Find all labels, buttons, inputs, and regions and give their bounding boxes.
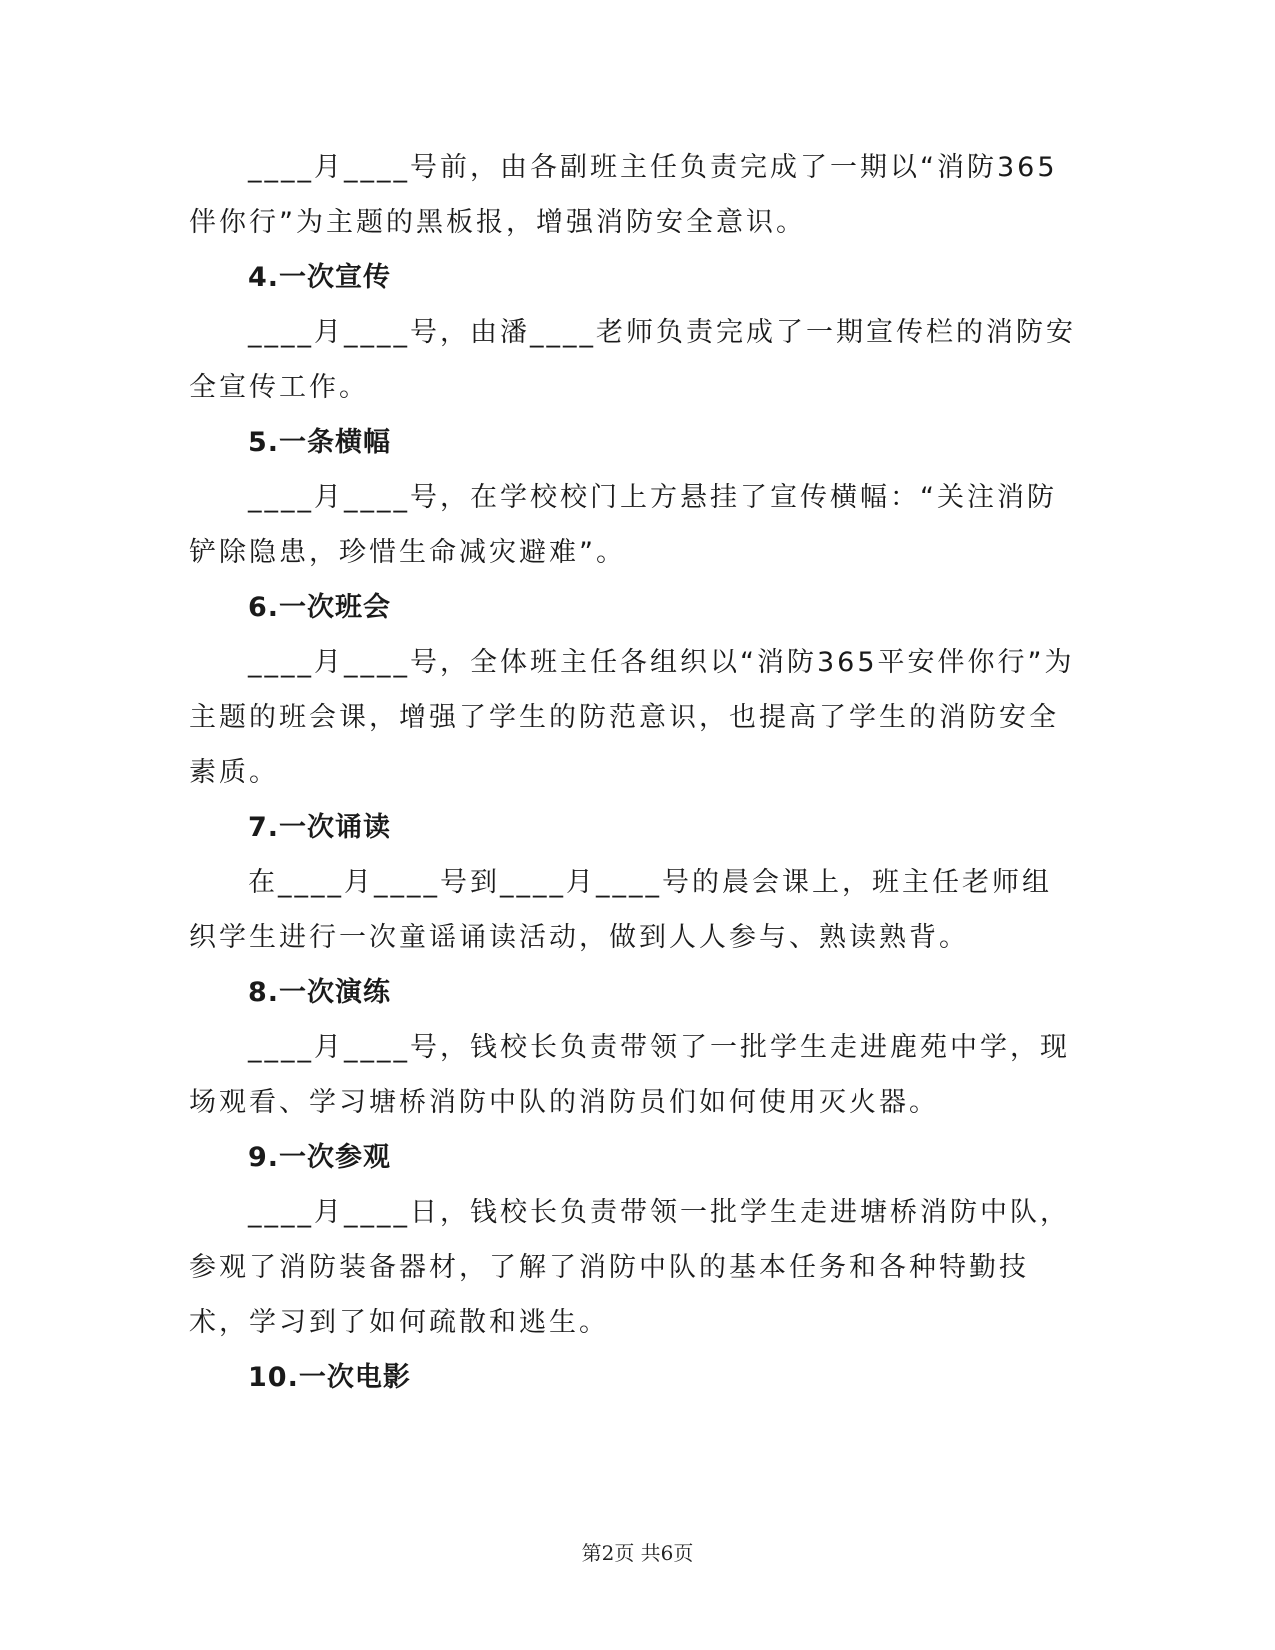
heading-banner: 5.一条横幅 [248,427,392,458]
heading-drill: 8.一次演练 [248,977,392,1008]
paragraph-blackboard: ____月____号前，由各副班主任负责完成了一期以“消防365伴你行”为主题的黑板报，增强消防安全意识。 [189,152,1058,238]
paragraph-drill: ____月____号，钱校长负责带领了一批学生走进鹿苑中学，现场观看、学习塘桥消防中队的消防员们如何使用灭火器。 [189,1032,1070,1118]
heading-recitation: 7.一次诵读 [248,812,392,843]
paragraph-banner: ____月____号，在学校校门上方悬挂了宣传横幅：“关注消防铲除隐患，珍惜生命减灾避难”。 [189,482,1057,568]
paragraph-visit: ____月____日，钱校长负责带领一批学生走进塘桥消防中队，参观了消防装备器材，了解了消防中队的基本任务和各种特勤技术，学习到了如何疏散和逃生。 [189,1197,1070,1338]
page-number: 第2页 共6页 [581,1541,694,1565]
heading-propaganda: 4.一次宣传 [248,262,392,293]
paragraph-propaganda: ____月____号，由潘____老师负责完成了一期宣传栏的消防安全宣传工作。 [189,317,1076,403]
heading-class-meeting: 6.一次班会 [248,592,392,623]
document-body [189,140,1079,1405]
heading-visit: 9.一次参观 [248,1142,392,1173]
heading-movie: 10.一次电影 [248,1362,411,1393]
paragraph-recitation: 在____月____号到____月____号的晨会课上，班主任老师组织学生进行一次童谣诵读活动，做到人人参与、熟读熟背。 [189,867,1052,953]
paragraph-class-meeting: ____月____号，全体班主任各组织以“消防365平安伴你行”为主题的班会课，增强了学生的防范意识，也提高了学生的消防安全素质。 [189,647,1075,788]
